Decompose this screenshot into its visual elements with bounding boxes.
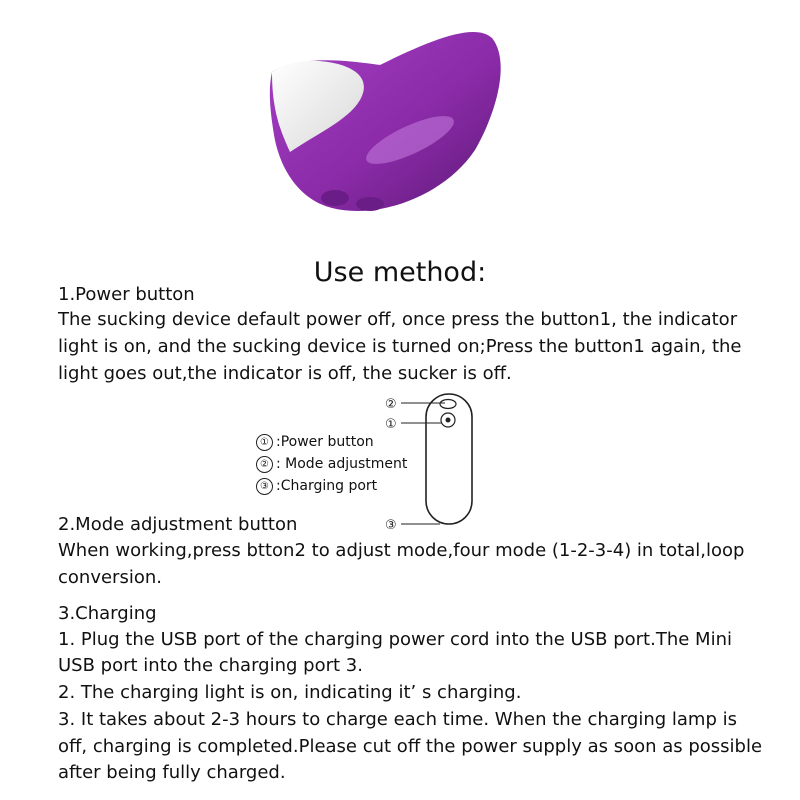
charging-heading: 3.Charging [58, 603, 157, 624]
power-line-1: The sucking device default power off, once press the button1, the indicator [58, 309, 738, 330]
legend-label-1: :Power button [276, 434, 374, 450]
device-button-2 [356, 197, 384, 211]
charging-line-5: off, charging is completed.Please cut off the power supply as soon as possible [58, 736, 763, 757]
legend-item-power [256, 431, 374, 453]
callout-2: ② [385, 397, 397, 412]
charging-line-3: 2. The charging light is on, indicating it’ s charging. [58, 682, 522, 703]
power-heading: 1.Power button [58, 284, 195, 305]
charging-line-4: 3. It takes about 2-3 hours to charge each time. When the charging lamp is [58, 709, 737, 730]
power-line-3: light goes out,the indicator is off, the sucker is off. [58, 363, 512, 384]
device-button-1 [321, 190, 349, 206]
legend-num-3: ③ [256, 478, 273, 495]
legend-label-3: :Charging port [276, 478, 378, 494]
power-line-2: light is on, and the sucking device is turned on;Press the button1 again, the [58, 336, 742, 357]
page-title: Use method: [313, 257, 487, 288]
callout-3: ③ [385, 518, 397, 533]
legend-num-1: ① [256, 434, 273, 451]
mode-heading: 2.Mode adjustment button [58, 514, 298, 535]
mode-button-outline [440, 400, 456, 409]
mode-line-1: When working,press btton2 to adjust mode,four mode (1-2-3-4) in total,loop [58, 540, 745, 561]
charging-line-1: 1. Plug the USB port of the charging power cord into the USB port.The Mini [58, 629, 732, 650]
charging-line-6: after being fully charged. [58, 762, 286, 783]
legend-num-2: ② [256, 456, 273, 473]
charging-line-2: USB port into the charging port 3. [58, 655, 363, 676]
product-image [260, 20, 510, 220]
power-button-dot [446, 418, 451, 423]
callout-1: ① [385, 417, 397, 432]
legend-item-charging [256, 475, 377, 497]
device-diagram [385, 392, 495, 534]
legend-label-2: : Mode adjustment [276, 456, 408, 472]
mode-line-2: conversion. [58, 567, 162, 588]
